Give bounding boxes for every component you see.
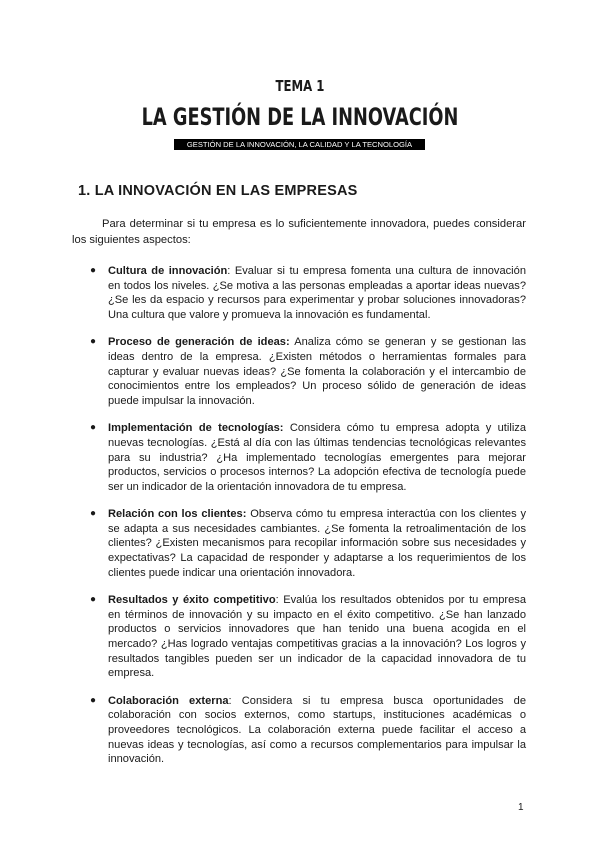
list-item	[90, 507, 526, 581]
section-heading: 1. LA INNOVACIÓN EN LAS EMPRESAS	[78, 183, 358, 199]
item-title: Proceso de generación de ideas:	[108, 336, 290, 349]
list-item	[90, 421, 526, 495]
list-item	[90, 264, 526, 323]
bullet-icon: ●	[90, 265, 97, 276]
item-title: Relación con los clientes:	[108, 508, 247, 521]
tema-label: TEMA 1	[275, 77, 325, 95]
subtitle-banner: GESTIÓN DE LA INNOVACIÓN, LA CALIDAD Y LA TECNOLOGÍA	[174, 139, 425, 150]
list-item	[90, 335, 527, 409]
aspects-list	[90, 264, 527, 779]
page-title: LA GESTIÓN DE LA INNOVACIÓN	[141, 103, 459, 131]
bullet-icon: ●	[90, 593, 97, 605]
item-text: Considera cómo tu empresa adopta y utiliza nuevas tecnologías. ¿Está al día con las últimas tendencias tecnológicas relevantes para su industria? ¿Ha implementado tecnologías emergentes para mejorar productos, servicios o procesos internos? La adopción efectiva de tecnología puede ser un indicador de la orientación innovadora de tu empresa.	[108, 422, 526, 493]
page-number: 1	[518, 802, 524, 813]
item-title: Cultura de innovación	[108, 265, 228, 277]
item-text: Evaluar si tu empresa fomenta una cultura de innovación en todos los niveles. ¿Se motiva a las personas empleadas a aportar ideas nuevas? ¿Se les da espacio y recursos para experimentar y probar soluciones innovadoras? Una cultura que valore y promueva la innovación es fundamental.	[108, 265, 526, 322]
item-text: Evalúa los resultados obtenidos por tu empresa en términos de innovación y su impacto en el éxito competitivo. ¿Se han lanzado productos o servicios innovadores que han tenido una buena acogida en el mercado? ¿Has logrado ventajas competitivas gracias a la innovación? Los logros y resultados tangibles pueden ser un indicador de la capacidad innovadora de tu empresa.	[108, 593, 526, 680]
list-item	[90, 593, 526, 681]
bullet-icon: ●	[90, 336, 97, 348]
item-title: Resultados y éxito competitivo	[108, 593, 276, 606]
bullet-icon: ●	[90, 694, 97, 706]
item-title: Implementación de tecnologías:	[108, 422, 284, 435]
item-text: Considera si tu empresa busca oportunidades de colaboración con socios externos, como startups, instituciones académicas o proveedores tecnológicos. La colaboración externa puede facilitar el acceso a nuevas ideas y tecnologías, así como a recursos complementarios para impulsar la innovación.	[108, 694, 526, 766]
list-item	[90, 694, 526, 768]
item-text: Observa cómo tu empresa interactúa con los clientes y se adapta a sus necesidades cambiantes. ¿Se fomenta la retroalimentación de los clientes? ¿Existen mecanismos para recopilar información sobre sus necesidades y expectativas? La capacidad de responder y adaptarse a los requerimientos de los clientes puede indicar una orientación innovadora.	[108, 508, 526, 579]
bullet-icon: ●	[90, 422, 97, 434]
item-separator: :	[227, 265, 235, 277]
item-separator: :	[228, 694, 242, 707]
bullet-icon: ●	[90, 508, 97, 520]
intro-paragraph: Para determinar si tu empresa es lo suficientemente innovadora, puedes considerar los siguientes aspectos:	[72, 218, 526, 246]
item-separator: :	[275, 593, 284, 606]
item-text: Analiza cómo se generan y se gestionan las ideas dentro de la empresa. ¿Existen métodos o herramientas formales para capturar y evaluar nuevas ideas? ¿Se fomenta la colaboración y el intercambio de conocimientos entre los empleados? Un proceso sólido de generación de ideas puede impulsar la innovación.	[108, 336, 527, 408]
item-title: Colaboración externa	[108, 694, 229, 707]
